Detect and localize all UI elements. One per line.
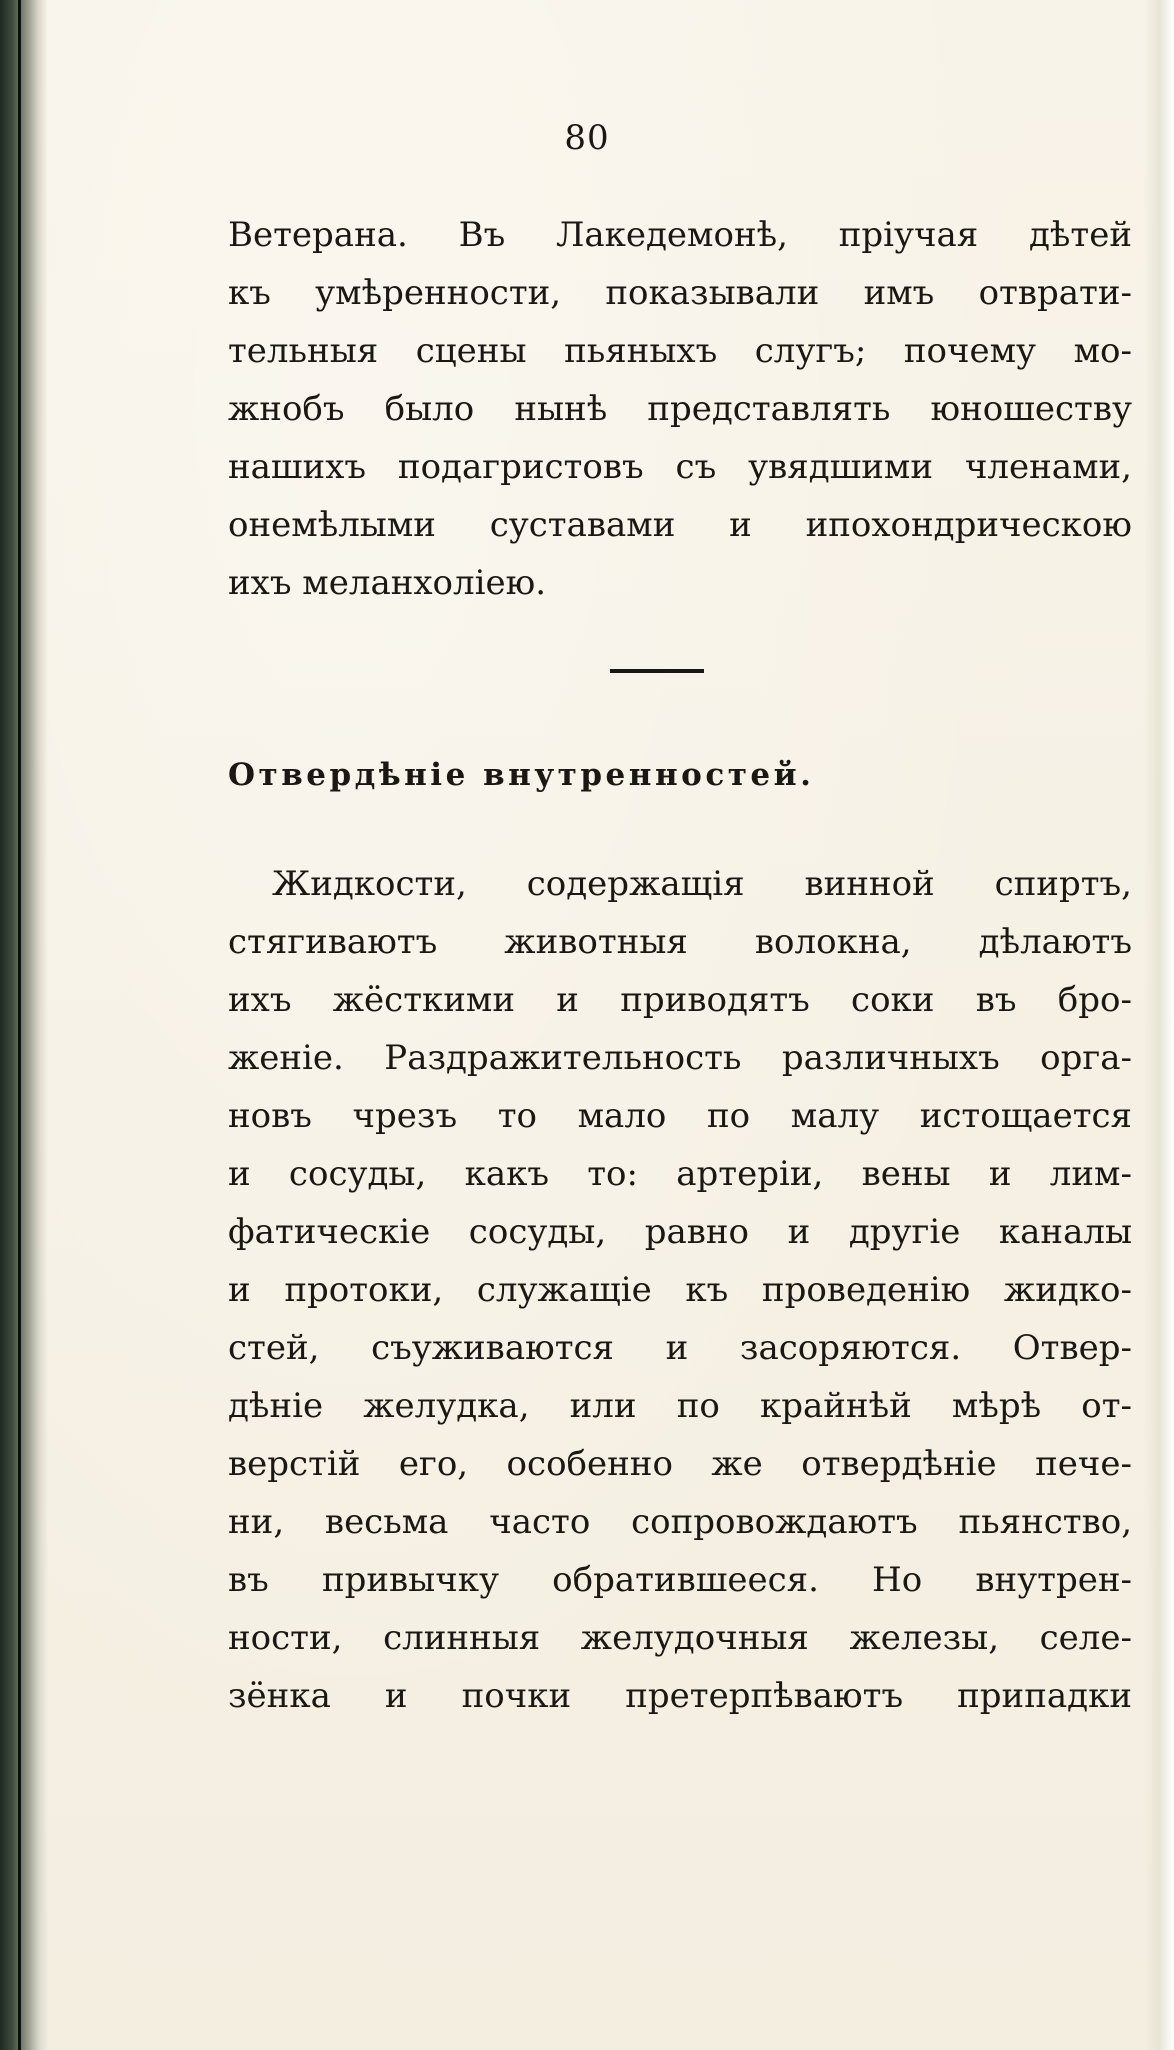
paragraph-line: Ветерана. Въ Лакедемонѣ, пріучая дѣтей bbox=[228, 215, 1132, 255]
paragraph-line: ихъ жёсткими и приводятъ соки въ бро- bbox=[228, 980, 1132, 1020]
paragraph-1 bbox=[228, 206, 1132, 612]
paragraph-line: стягиваютъ животныя волокна, дѣлаютъ bbox=[228, 922, 1132, 962]
paragraph-line: стей, съуживаются и засоряются. Отвер- bbox=[228, 1328, 1132, 1368]
paragraph-line: и сосуды, какъ то: артеріи, вены и лим- bbox=[228, 1154, 1132, 1194]
section-divider-rule bbox=[610, 669, 704, 673]
paragraph-line: въ привычку обратившееся. Но внутрен- bbox=[228, 1560, 1132, 1600]
paragraph-line: нашихъ подагристовъ съ увядшими членами, bbox=[228, 447, 1132, 487]
binding-shadow-line bbox=[18, 0, 21, 2050]
paragraph-2 bbox=[228, 855, 1132, 1725]
paragraph-line: фатическіе сосуды, равно и другіе каналы bbox=[228, 1212, 1132, 1252]
book-binding-edge bbox=[0, 0, 48, 2050]
paragraph-line: зёнка и почки претерпѣваютъ припадки bbox=[228, 1676, 1132, 1716]
paragraph-line: жнобъ было нынѣ представлять юношеству bbox=[228, 389, 1132, 429]
paragraph-line: женіе. Раздражительность различныхъ орга- bbox=[228, 1038, 1132, 1078]
paragraph-line: Жидкости, содержащія винной спиртъ, bbox=[272, 864, 1132, 904]
page-number: 80 bbox=[564, 118, 610, 158]
paragraph-line: ности, слинныя желудочныя железы, селе- bbox=[228, 1618, 1132, 1658]
paragraph-line: ихъ меланхоліею. bbox=[228, 563, 547, 603]
section-heading: Отвердѣніе внутренностей. bbox=[228, 757, 815, 793]
paragraph-line: дѣніе желудка, или по крайнѣй мѣрѣ от- bbox=[228, 1386, 1132, 1426]
paragraph-line: верстій его, особенно же отвердѣніе пече- bbox=[228, 1444, 1132, 1484]
paragraph-line: новъ чрезъ то мало по малу истощается bbox=[228, 1096, 1132, 1136]
paragraph-line: и протоки, служащіе къ проведенію жидко- bbox=[228, 1270, 1132, 1310]
paragraph-line: ни, весьма часто сопровождаютъ пьянство, bbox=[228, 1502, 1132, 1542]
paragraph-line: къ умѣренности, показывали имъ отврати- bbox=[228, 273, 1132, 313]
paragraph-line: тельныя сцены пьяныхъ слугъ; почему мо- bbox=[228, 331, 1132, 371]
page-right-edge bbox=[1144, 0, 1174, 2050]
paragraph-line: онемѣлыми суставами и ипохондрическою bbox=[228, 505, 1132, 545]
